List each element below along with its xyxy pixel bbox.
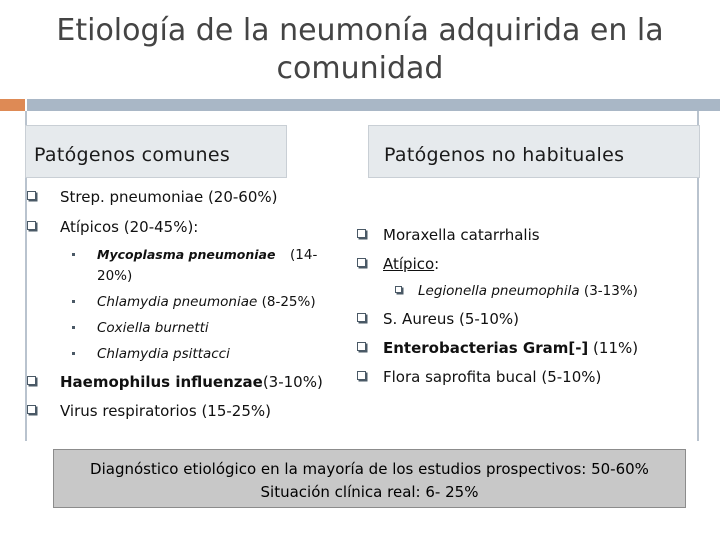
list-item (60, 401, 271, 421)
list-item (383, 225, 540, 245)
square-bullet-icon (72, 253, 75, 256)
item-value: (3-10%) (262, 373, 323, 391)
list-item (383, 367, 601, 387)
title-line-1: Etiología de la neumonía adquirida en la (56, 13, 664, 48)
item-name: Virus respiratorios (60, 402, 197, 420)
checkbox-bullet-icon (27, 376, 36, 385)
item-value: (20-45%): (118, 218, 199, 236)
item-value: (20-60%) (203, 188, 278, 206)
subitem-value: (8-25%) (257, 294, 316, 310)
list-item (60, 217, 198, 237)
subitem-value: (3-13%) (579, 283, 638, 299)
accent-bar-gray (27, 99, 720, 111)
item-name: Haemophilus influenzae (60, 373, 263, 391)
list-item (383, 254, 439, 274)
item-name: Atípicos (60, 218, 119, 236)
sub-list-item (97, 292, 316, 312)
item-name: S. Aureus (383, 310, 455, 328)
sub-list-item (97, 245, 275, 265)
list-item (60, 187, 278, 207)
subitem-value: (14- (290, 247, 318, 263)
item-name: Moraxella catarrhalis (383, 226, 540, 244)
subitem-name: Chlamydia psittacci (97, 346, 230, 362)
item-value: (5-10%) (454, 310, 519, 328)
right-header: Patógenos no habituales (384, 144, 625, 166)
checkbox-bullet-icon (357, 371, 366, 380)
checkbox-bullet-icon (357, 342, 366, 351)
sub-list-item (418, 281, 638, 301)
summary-line-1: Diagnóstico etiológico en la mayoría de los estudios prospectivos: 50-60% (90, 460, 649, 478)
checkbox-bullet-icon (357, 313, 366, 322)
summary-line-2: Situación clínica real: 6- 25% (260, 483, 479, 501)
checkbox-bullet-icon (395, 286, 402, 293)
subitem-name: Coxiella burnetti (97, 320, 209, 336)
checkbox-bullet-icon (357, 229, 366, 238)
left-header: Patógenos comunes (34, 144, 231, 166)
item-value: (5-10%) (536, 368, 602, 386)
slide-title (20, 12, 700, 88)
sub-list-item (97, 318, 209, 338)
accent-bar-orange (0, 99, 25, 111)
subitem-name: Mycoplasma pneumoniae (97, 247, 276, 262)
title-line-2: comunidad (276, 51, 444, 86)
checkbox-bullet-icon (27, 221, 36, 230)
item-name: Atípico (383, 255, 435, 273)
summary-box (53, 449, 686, 508)
square-bullet-icon (72, 352, 75, 355)
item-name: Flora saprofita bucal (383, 368, 537, 386)
list-item (60, 372, 323, 392)
subitem-name: Legionella pneumophila (418, 283, 580, 299)
item-value: (15-25%) (196, 402, 271, 420)
checkbox-bullet-icon (27, 191, 36, 200)
item-name: Strep. pneumoniae (60, 188, 204, 206)
checkbox-bullet-icon (357, 258, 366, 267)
item-value: : (434, 255, 440, 273)
square-bullet-icon (72, 300, 75, 303)
subitem-value-cont: 20%) (97, 268, 133, 284)
sub-list-item (97, 344, 230, 364)
list-item (383, 338, 638, 358)
item-name: Enterobacterias Gram[-] (383, 339, 589, 357)
list-item (383, 309, 519, 329)
square-bullet-icon (72, 326, 75, 329)
subitem-name: Chlamydia pneumoniae (97, 294, 258, 310)
checkbox-bullet-icon (27, 405, 36, 414)
item-value: (11%) (588, 339, 639, 357)
